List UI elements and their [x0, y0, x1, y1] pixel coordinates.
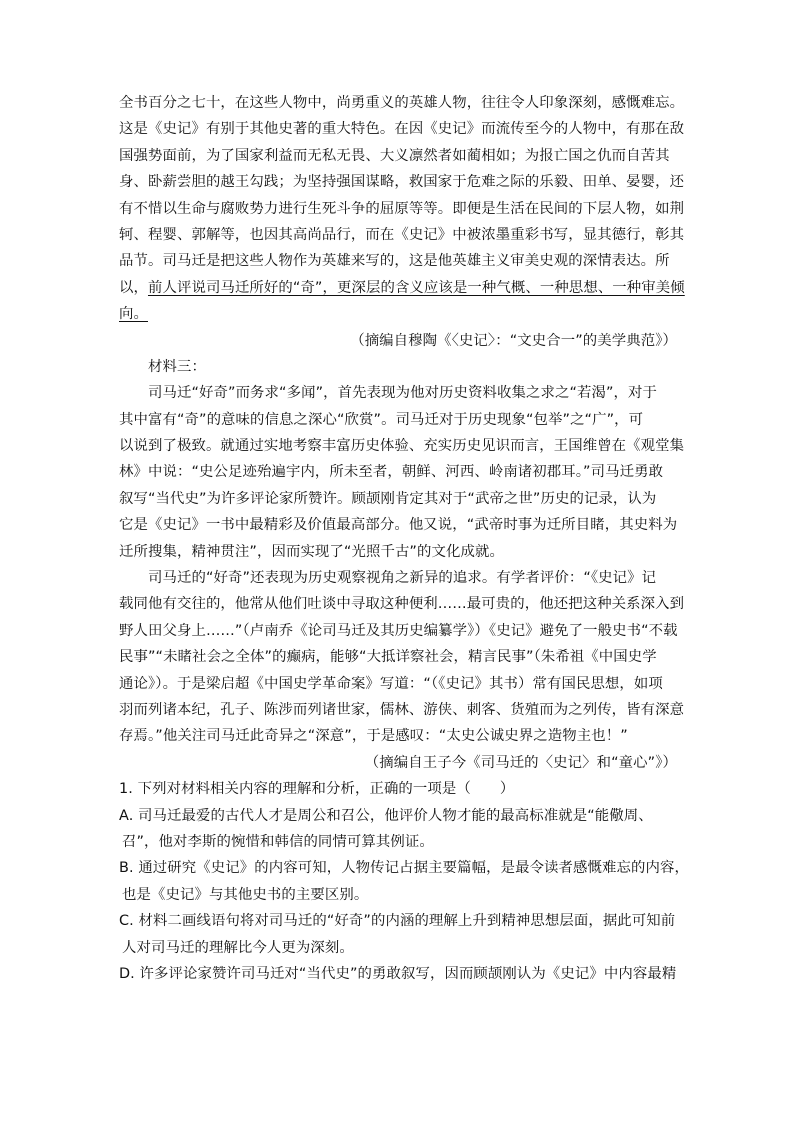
text-line: 叙写“当代史”为许多评论家所赞许。顾颉刚肯定其对于“武帝之世”历史的记录，认为 — [119, 490, 657, 507]
underlined-sentence-end: 向。 — [119, 306, 148, 323]
text-line — [119, 275, 685, 301]
text-line: 轲、程婴、郭解等，也因其高尚品行，而在《史记》中被浓墨重彩书写，显其德行，彰其 — [119, 226, 685, 243]
option-c: C. 材料二画线语句将对司马迁的“好奇”的内涵的理解上升到精神思想层面，据此可知前 — [119, 913, 676, 930]
question-stem: 1. 下列对材料相关内容的理解和分析，正确的一项是（ ） — [119, 781, 515, 798]
option-d: D. 许多评论家赞许司马迁对“当代史”的勇敢叙写，因而顾颉刚认为《史记》中内容最精 — [119, 965, 677, 982]
text-line: 以说到了极致。就通过实地考察丰富历史体验、充实历史见识而言，王国维曾在《观堂集 — [119, 438, 685, 455]
text-line: 迁所搜集，精神贯注”，因而实现了“光照千古”的文化成就。 — [119, 543, 504, 560]
text-line: 存焉。”他关注司马迁此奇异之“深意”，于是感叹：“太史公诚史界之造物主也！” — [119, 728, 628, 745]
text-line: 有不惜以生命与腐败势力进行生死斗争的屈原等等。即便是生活在民间的下层人物，如荆 — [119, 200, 685, 217]
source-citation: （摘编自王子今《司马迁的〈史记〉和“童心”》） — [364, 754, 677, 771]
page-body — [119, 90, 689, 987]
text-line: 其中富有“奇”的意味的信息之深心“欣赏”。司马迁对于历史现象“包举”之“广”，可 — [119, 411, 644, 428]
text-line: 司马迁的“好奇”还表现为历史观察视角之新异的追求。有学者评价：“《史记》记 — [148, 570, 657, 587]
option-b-cont: 也是《史记》与其他史书的主要区别。 — [122, 886, 369, 903]
text-fragment: 以， — [119, 279, 148, 296]
text-line: 国强势面前，为了国家利益而无私无畏、大义凛然者如蔺相如；为报亡国之仇而自苦其 — [119, 147, 670, 164]
text-line: 全书百分之七十，在这些人物中，尚勇重义的英雄人物，往往令人印象深刻，感慨难忘。 — [119, 95, 685, 111]
section-heading: 材料三： — [148, 358, 206, 375]
underlined-sentence: 前人评说司马迁所好的“奇”，更深层的含义应该是一种气概、一种思想、一种审美倾 — [147, 279, 685, 296]
text-line: 这是《史记》有别于其他史著的重大特色。在因《史记》而流传至今的人物中，有那在敌 — [119, 121, 685, 138]
text-line: 它是《史记》一书中最精彩及价值最高部分。他又说，“武帝时事为迁所目睹，其史料为 — [119, 517, 678, 534]
text-line: 通论》）。于是梁启超《中国史学革命案》写道：“（《史记》其书）常有国民思想，如项 — [119, 675, 663, 692]
text-line: 民事”“未睹社会之全体”的癫病，能够“大抵详察社会，精言民事”（朱希祖《中国史学 — [119, 649, 657, 666]
text-line: 品节。司马迁是把这些人物作为英雄来写的，这是他英雄主义审美史观的深情表达。所 — [119, 253, 670, 270]
material-two-text — [119, 90, 685, 354]
question-1 — [119, 776, 689, 987]
text-line: 羽而列诸本纪，孔子、陈涉而列诸世家，儒林、游侠、刺客、货殖而为之列传，皆有深意 — [119, 701, 685, 718]
option-b: B. 通过研究《史记》的内容可知，人物传记占据主要篇幅，是最令读者感慨难忘的内容， — [119, 860, 689, 877]
text-line: 载同他有交往的，他常从他们吐谈中寻取这种便利……最可贵的，他还把这种关系深入到 — [119, 596, 685, 613]
text-line — [119, 301, 679, 327]
material-three — [119, 354, 685, 776]
option-a-cont: 召”，他对李斯的惋惜和韩信的同情可算其例证。 — [122, 833, 434, 850]
option-a: A. 司马迁最爱的古代人才是周公和召公，他评价人物才能的最高标准就是“能儆周、 — [119, 807, 653, 824]
text-line: 野人田父身上……”（卢南乔《论司马迁及其历史编纂学》）《史记》避免了一般史书“不载 — [119, 622, 678, 639]
source-citation: （摘编自穆陶《〈史记〉：“文史合一”的美学典范》） — [350, 332, 677, 349]
text-line: 身、卧薪尝胆的越王勾践；为坚持强国谋略，救国家于危难之际的乐毅、田单、晏婴，还 — [119, 174, 685, 191]
option-c-cont: 人对司马迁的理解比今人更为深刻。 — [122, 939, 354, 956]
text-line: 林》中说：“史公足迹殆遍宇内，所未至者，朝鲜、河西、岭南诸初郡耳。”司马迁勇敢 — [119, 464, 664, 481]
text-line: 司马迁“好奇”而务求“多闻”，首先表现为他对历史资料收集之求之“若渴”，对于 — [148, 385, 658, 402]
